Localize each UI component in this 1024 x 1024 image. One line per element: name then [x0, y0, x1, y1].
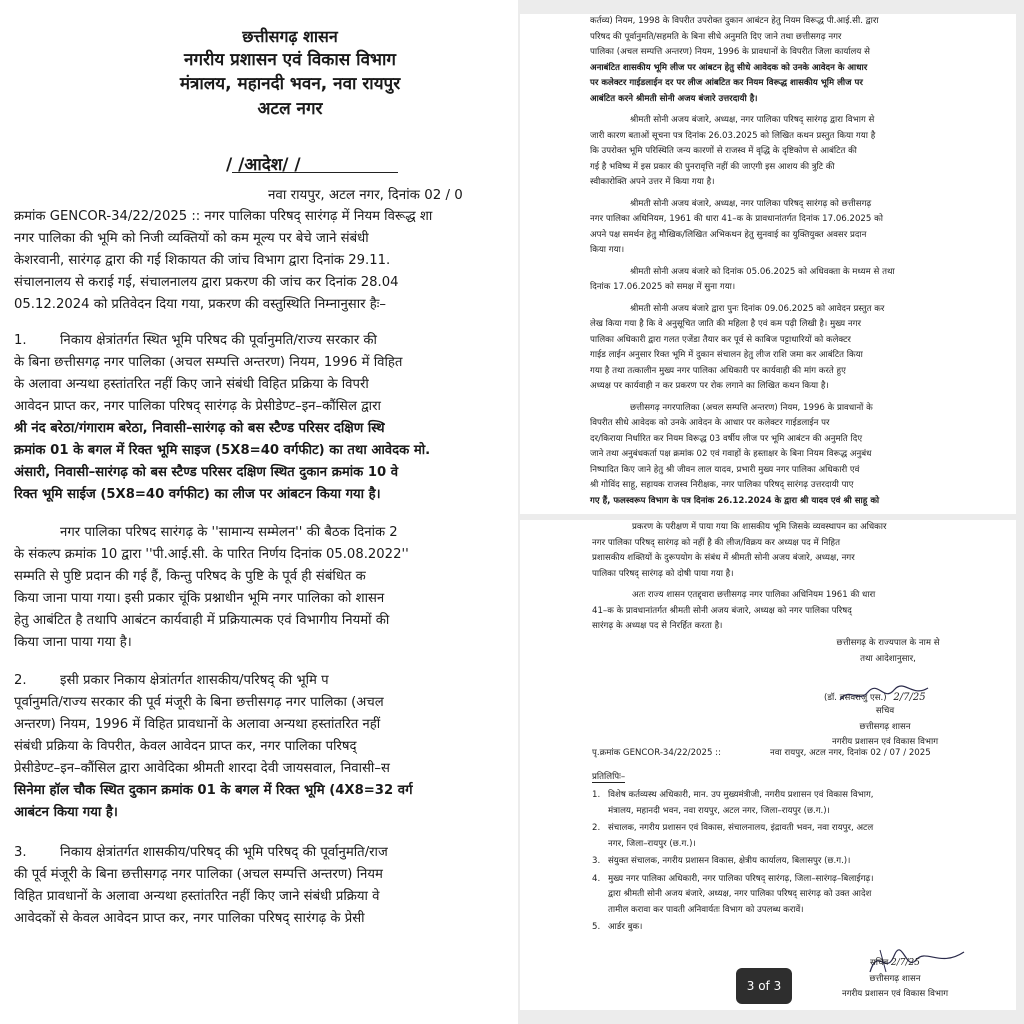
text-line: की पूर्व मंजूरी के बिना छत्तीसगढ़ नगर पालिका (अचल सम्पत्ति अन्तरण) नियम — [14, 867, 383, 882]
text-line: रिक्त भूमि साईज (5X8=40 वर्गफीट) का लीज पर आंबटन किया गया है। — [14, 487, 381, 502]
text-line: 41–क के प्रावधानांतर्गत श्रीमती सोनी अजय बंजारे, अध्यक्ष को नगर पालिका परिषद् — [592, 605, 852, 616]
text-line: के संकल्प क्रमांक 10 द्वारा ''पी.आई.सी. के पारित निर्णय दिनांक 05.08.2022'' — [14, 547, 409, 562]
text-line: नगर पालिका परिषद सारंगढ़ के ''सामान्य सम्मेलन'' की बैठक दिनांक 2 — [60, 525, 398, 540]
text-line: संबंधी प्रक्रिया के विपरीत, केवल आवेदन प्राप्त कर, नगर पालिका परिषद् — [14, 739, 357, 754]
list-item — [592, 821, 1012, 852]
text-line: 05.12.2024 को प्रतिवेदन दिया गया, प्रकरण की वस्तुस्थिति निम्नानुसार हैः– — [14, 297, 386, 312]
page1-header — [0, 26, 518, 122]
list-line: मंत्रालय, महानदी भवन, नवा रायपुर, अटल नगर, जिला–रायपुर (छ.ग.)। — [608, 805, 830, 816]
text-line: किया गया। — [590, 245, 625, 255]
list-item — [592, 920, 1012, 936]
bottom-sign-block — [820, 956, 970, 1003]
paragraph — [590, 14, 1010, 107]
order-title: / /आदेश/ / — [226, 155, 301, 175]
governor-line: छत्तीसगढ़ के राज्यपाल के नाम से — [836, 638, 940, 648]
para-1b — [14, 522, 409, 654]
text-line: अनाबंटित शासकीय भूमि लीज पर आंबटन हेतु सीधे आवेदक को उनके आवेदन के आधार — [590, 62, 868, 73]
text-line: आबंटन किया गया है। — [14, 805, 118, 820]
para-3 — [14, 842, 388, 930]
list-item — [592, 788, 1012, 819]
text-line: प्रशासकीय शक्तियों के दुरूपयोग के संबंध में श्रीमती सोनी अजय बंजारे, अध्यक्ष, नगर — [592, 553, 855, 563]
paragraph — [590, 265, 1010, 296]
text-line: क्रमांक GENCOR-34/22/2025 :: नगर पालिका परिषद् सारंगढ़ में नियम विरूद्ध शा — [14, 209, 433, 224]
place-date: नवा रायपुर, अटल नगर, दिनांक 02 / 0 — [268, 188, 463, 203]
page2-body — [590, 14, 1010, 514]
list-line: आर्डर बुक। — [608, 922, 643, 932]
text-line: श्रीमती सोनी अजय बंजारे द्वारा पुनः दिनांक 09.06.2025 को आवेदन प्रस्तुत कर — [630, 303, 885, 314]
text-line: निकाय क्षेत्रांतर्गत स्थित भूमि परिषद की पूर्वानुमति/राज्य सरकार की — [60, 333, 377, 348]
text-line: विपरीत सीधे आवेदक को उनके आवेदन के आधार पर कलेक्टर गाईडलाईन पर — [590, 418, 830, 428]
paragraph — [590, 113, 1010, 191]
text-line: के बिना छत्तीसगढ़ नगर पालिका (अचल सम्पत्ति अन्तरण) नियम, 1996 में विहित — [14, 355, 403, 370]
text-line: निकाय क्षेत्रांतर्गत शासकीय/परिषद् की भूमि परिषद् की पूर्वानुमति/राज — [60, 845, 388, 860]
endorse-number: पृ.क्रमांक GENCOR-34/22/2025 :: — [592, 748, 721, 758]
text-line: श्री गोविंद साहू, सहायक राजस्व निरीक्षक, नगर पालिका परिषद् सारंगढ़ उत्तरदायी पाए — [590, 480, 854, 490]
text-line: जाने तथा अनुबंधकर्ता पक्ष क्रमांक 02 एवं गवाहों के हस्ताक्षर के बिना नियम विरूद्ध अनुबंध — [590, 449, 872, 459]
order-title-underline — [232, 172, 398, 173]
paragraph — [590, 401, 1010, 510]
list-line: तामील करावा कर पावती अनिवार्यतः विभाग को उपलब्ध करावें। — [608, 904, 804, 915]
bottom-block-line: छत्तीसगढ़ शासन — [869, 973, 921, 984]
designation-block — [810, 704, 960, 751]
para-number: 1. — [14, 333, 27, 348]
list-number: 4. — [592, 873, 601, 884]
list-item — [592, 854, 1012, 870]
endorse-place-date: नवा रायपुर, अटल नगर, दिनांक 02 / 07 / 2025 — [770, 748, 931, 758]
governor-block — [788, 636, 988, 667]
list-number: 1. — [592, 790, 601, 800]
paragraph — [592, 520, 1012, 582]
list-line: विशेष कर्तव्यस्थ अधिकारी, मान. उप मुख्यमंत्रीजी, नगरीय प्रशासन एवं विकास विभाग, — [608, 790, 874, 800]
signature-date: 2/7/25 — [893, 692, 926, 703]
list-number: 5. — [592, 922, 601, 932]
page3-body — [592, 520, 1012, 641]
text-line: प्रेसीडेण्ट–इन–कौंसिल द्वारा आवेदिका श्रीमती शारदा देवी जायसवाल, निवासी–स — [14, 761, 390, 776]
bottom-block-line: नगरीय प्रशासन एवं विकास विभाग — [841, 989, 949, 999]
text-line: पालिका (अचल सम्पत्ति अन्तरण) नियम, 1996 के प्रावधानों के विपरीत जिला कार्यालय से — [590, 47, 870, 57]
text-line: अध्यक्ष पर कार्यवाही न कर प्रकरण पर रोक लगाने का लिखित कथन किया है। — [590, 381, 829, 391]
para-1 — [14, 330, 430, 506]
header-line: नगरीय प्रशासन एवं विकास विभाग — [184, 50, 396, 70]
text-line: गया है तथा तत्कालीन मुख्य नगर पालिका अधिकारी पर कार्यवाही की मांग करते हुए — [590, 365, 846, 376]
text-line: गाईड लाईन अनुसार रिक्त भूमि में दुकान संचालन हेतु लीज राशि जमा कर आबंटित किया — [590, 350, 863, 360]
bottom-sign-date: 2/7/25 — [891, 958, 920, 968]
text-line: सम्मति से पुष्टि प्रदान की गई हैं, किन्तु परिषद के पुष्टि के पूर्व ही संबंधित क — [14, 569, 366, 584]
text-line: हेतु आबंटित है तथापि आबंटन कार्यवाही में प्रक्रियात्मक एवं विभागीय नियमों की — [14, 613, 390, 628]
copy-list — [592, 788, 1012, 938]
list-number: 3. — [592, 856, 601, 866]
text-line: निष्पादित किए जाने हेतु श्री जीवन लाल यादव, प्रभारी मुख्य नगर पालिका अधिकारी एवं — [590, 464, 860, 475]
list-item — [592, 872, 1012, 919]
governor-line: तथा आदेशानुसार, — [860, 653, 916, 664]
bottom-designation — [820, 956, 970, 972]
text-line: कि उपरोक्त भूमि परिस्थिति जन्य कारणों से राजस्व में वृद्धि के दृष्टिकोण से आबंटित की — [590, 146, 857, 156]
text-line: श्रीमती सोनी अजय बंजारे, अध्यक्ष, नगर पालिका परिषद् सारंगढ़ द्वारा विभाग से — [630, 115, 875, 125]
list-number: 2. — [592, 823, 601, 833]
text-line: अतः राज्य शासन एतद्द्वारा छत्तीसगढ़ नगर पालिका अधिनियम 1961 की धारा — [632, 590, 876, 600]
list-line: संचालक, नगरीय प्रशासन एवं विकास, संचालनालय, इंद्रावती भवन, नवा रायपुर, अटल — [608, 823, 874, 833]
text-line: दर/किराया निर्धारित कर नियम विरूद्ध 03 वर्षीय लीज पर भूमि आबंटन की अनुमति दिए — [590, 433, 863, 444]
para-2 — [14, 670, 413, 824]
text-line: अंसारी, निवासी–सारंगढ़ को बस स्टैण्ड परिसर दक्षिण स्थित दुकान क्रमांक 10 वे — [14, 465, 399, 480]
para-number: 2. — [14, 673, 27, 688]
copy-to-label — [592, 770, 625, 786]
designation: सचिव — [875, 706, 895, 716]
text-line: कर्तव्य) नियम, 1998 के विपरीत उपरोक्त दुकान आबंटन हेतु नियम विरूद्ध पी.आई.सी. द्वारा — [590, 16, 879, 26]
text-line: अन्तरण) नियम, 1996 में विहित प्रावधानों के अलावा अन्यथा हस्तांतरित नहीं — [14, 717, 381, 732]
text-line: सिनेमा हॉल चौक स्थित दुकान क्रमांक 01 के बगल में रिक्त भूमि (4X8=32 वर्ग — [14, 783, 413, 798]
list-line: द्वारा श्रीमती सोनी अजय बंजारे, अध्यक्ष, नगर पालिका परिषद् सारंगढ़ को उक्त आदेश — [608, 889, 872, 899]
text-line: लेख किया गया है कि वे अनुसूचित जाति की महिला है एवं कम पढ़ी लिखी है। मुख्य नगर — [590, 319, 861, 329]
text-line: किया जाना पाया गया है। — [14, 635, 132, 650]
text-line: दिनांक 17.06.2025 को समक्ष में सुना गया। — [590, 282, 736, 292]
text-line: केशरवानी, सारंगढ़ द्वारा की गई शिकायत की जांच विभाग द्वारा दिनांक 29.11. — [14, 253, 391, 268]
text-line: श्रीमती सोनी अजय बंजारे को दिनांक 05.06.2025 को अधिवक्ता के मध्यम से तथा — [630, 266, 895, 277]
text-line: आवेदकों से केवल आवेदन प्राप्त कर, नगर पालिका परिषद् सारंगढ़ के प्रेसी — [14, 911, 365, 926]
header-line: मंत्रालय, महानदी भवन, नवा रायपुर — [179, 74, 401, 94]
text-line: छत्तीसगढ़ नगरपालिका (अचल सम्पत्ति अन्तरण) नियम, 1996 के प्रावधानों के — [630, 402, 873, 413]
text-line: आवेदन प्राप्त कर, नगर पालिका परिषद् सारंगढ़ के प्रेसीडेण्ट–इन–कौंसिल द्वारा — [14, 399, 381, 414]
document-page-3 — [520, 520, 1016, 1010]
paragraph — [590, 197, 1010, 259]
paragraph — [592, 588, 1012, 635]
endorsement-line — [592, 746, 931, 762]
text-line: क्रमांक 01 के बगल में रिक्त भूमि साइज (5X8=40 वर्गफीट) का तथा आवेदक मो. — [14, 443, 431, 458]
text-line: श्रीमती सोनी अजय बंजारे, अध्यक्ष, नगर पालिका परिषद् सारंगढ़ को छत्तीसगढ़ — [630, 198, 872, 209]
text-line: सारंगढ़ के अध्यक्ष पद से निरर्हित करता है। — [592, 621, 723, 631]
text-line: किया जाना पाया गया। इसी प्रकार चूंकि प्रश्नाधीन भूमि नगर पालिका को शासन — [14, 591, 385, 606]
text-line: अपने पक्ष समर्थन हेतु मौखिक/लिखित अभिकथन हेतु सुनवाई का युक्तियुक्त अवसर प्रदान — [590, 229, 867, 240]
text-line: नगर पालिका परिषद् सारंगढ़ को नहीं है की लीज/विक्रय कर अध्यक्ष पद में निहित — [592, 537, 841, 548]
text-line: श्री नंद बरेठा/गंगाराम बरेठा, निवासी–सारंगढ़ को बस स्टैण्ड परिसर दक्षिण स्थि — [14, 421, 385, 436]
text-line: नगर पालिका अधिनियम, 1961 की धारा 41–क के प्रावधानांतर्गत दिनांक 17.06.2025 को — [590, 214, 883, 224]
text-line: परिषद की पूर्वानुमति/सहमति के बिना सीधे अनुमति दिए जाने तथा छत्तीसगढ़ नगर — [590, 31, 842, 42]
text-line: पूर्वानुमति/राज्य सरकार की पूर्व मंजूरी के बिना छत्तीसगढ़ नगर पालिका (अचल — [14, 695, 384, 710]
text-line: विहित प्रावधानों के अलावा अन्यथा हस्तांतरित नहीं किए जाने संबंधी प्रक्रिया वे — [14, 889, 380, 904]
document-page-2 — [520, 14, 1016, 514]
text-line: पालिका अधिकारी द्वारा गलत एजेंडा तैयार कर पूर्व से काबिज पट्टाधारियों को कलेक्टर — [590, 334, 851, 345]
text-line: संचालनालय से कराई गई, संचालनालय द्वारा प्रकरण की जांच कर दिनांक 28.04 — [14, 275, 399, 290]
signatory-name: (डॉ. बसवराजु एस.) — [824, 693, 887, 703]
header-line: छत्तीसगढ़ शासन — [242, 27, 338, 46]
list-line: मुख्य नगर पालिका अधिकारी, नगर पालिका परिषद् सारंगढ़, जिला–सारंगढ़–बिलाईगढ़। — [608, 873, 874, 884]
copy-to-text: प्रतिलिपिः– — [592, 772, 626, 782]
sign-block-line: नगरीय प्रशासन एवं विकास विभाग — [831, 737, 939, 747]
paragraph — [590, 302, 1010, 395]
text-line: स्वीकारोक्ति अपने उत्तर में किया गया है। — [590, 177, 715, 187]
text-line: इसी प्रकार निकाय क्षेत्रांतर्गत शासकीय/परिषद् की भूमि प — [60, 673, 329, 688]
text-line: के अलावा अन्यथा हस्तांतरित नहीं किए जाने संबंधी विहित प्रक्रिया के विपरी — [14, 377, 369, 392]
list-line: संयुक्त संचालक, नगरीय प्रशासन विकास, क्षेत्रीय कार्यालय, बिलासपुर (छ.ग.)। — [608, 856, 851, 866]
text-line: पालिका परिषद् सारंगढ़ को दोषी पाया गया है। — [592, 568, 734, 579]
bottom-sign-title: सचिव — [870, 958, 889, 968]
text-line: गए हैं, फलस्वरूप विभाग के पत्र दिनांक 26.12.2024 के द्वारा श्री यादव एवं श्री साहू को — [590, 495, 880, 506]
header-line: अटल नगर — [257, 99, 323, 119]
text-line: गई है भविष्य में इस प्रकार की पुनरावृत्ति नहीं की जाएगी इस आशय की त्रुटि की — [590, 161, 835, 172]
para-number: 3. — [14, 845, 27, 860]
text-line: प्रकरण के परीक्षण में पाया गया कि शासकीय भूमि जिसके व्यवस्थापन का अधिकार — [632, 522, 887, 532]
text-line: पर कलेक्टर गाईडलाईन दर पर लीज आंबटित कर नियम विरूद्ध शासकीय भूमि लीज पर — [590, 78, 863, 88]
page-indicator: 3 of 3 — [736, 968, 792, 1004]
text-line: आबंटित करने श्रीमती सोनी अजय बंजारे उत्तरदायी है। — [590, 93, 758, 104]
list-line: नगर, जिला–रायपुर (छ.ग.)। — [608, 838, 696, 849]
text-line: नगर पालिका की भूमि को निजी व्यक्तियों को कम मूल्य पर बेचे जाने संबंधी — [14, 231, 369, 246]
intro-block — [14, 206, 432, 316]
text-line: जारी कारण बताओं सूचना पत्र दिनांक 26.03.2025 को लिखित कथन प्रस्तुत किया गया है — [590, 130, 876, 141]
sign-block-line: छत्तीसगढ़ शासन — [859, 721, 911, 732]
